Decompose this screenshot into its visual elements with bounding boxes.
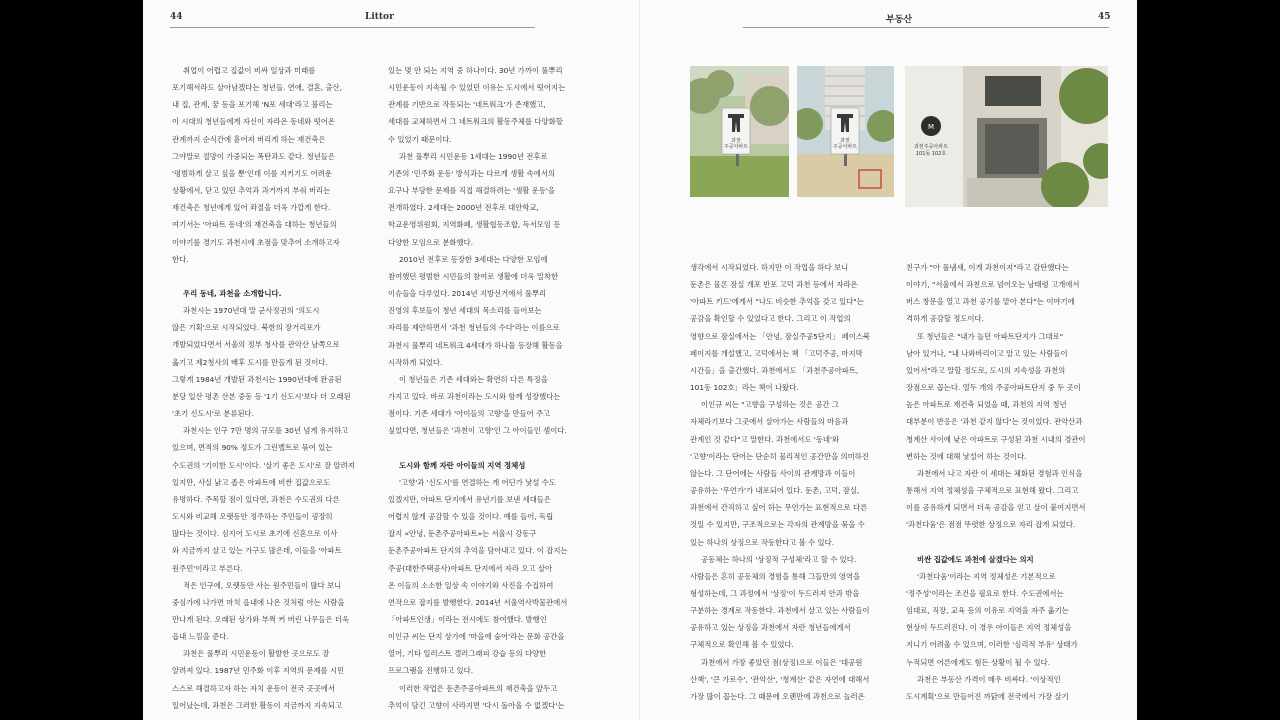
body-text-line: 과천시 풀뿌리 네트워크 4세대가 하나둘 등장해 활동을 xyxy=(388,340,563,350)
body-text-line: 이 청년들은 기존 세대와는 확연히 다른 특징을 xyxy=(399,374,548,384)
body-text-line: 기존의 '민주화 운동' 방식과는 다르게 생활 속에서의 xyxy=(388,168,556,178)
body-text-line: 또 청년들은 "내가 놀던 아파트단지가 그대로" xyxy=(917,331,1064,341)
body-text-line: 과천은 부동산 가격이 매우 비싸다. '이상적인 xyxy=(917,674,1061,684)
body-text-line: 산책', '큰 가로수', '관악산', '청계산' 같은 자연에 대해서 xyxy=(690,674,870,684)
body-text-line: 시민운동이 지속될 수 있었던 이유는 도시에서 떳어지는 xyxy=(388,83,566,93)
right-page-number: 45 xyxy=(1098,12,1111,22)
body-text-line: 공유하고 있는 상징을 과천에서 자란 청년들에게서 xyxy=(690,623,851,633)
body-text-line: 변하는 것에 대해 낯설어 하는 것이다. xyxy=(906,451,1027,461)
body-text-line: 남아 있거나, "내 나와바리이고 알고 있는 사람들이 xyxy=(906,348,1068,358)
body-text-line: 유명하다. 주목할 점이 있다면, 과천은 수도권의 다른 xyxy=(172,494,340,504)
body-text-line: '과천다움'이라는 지역 정체성은 기본적으로 xyxy=(917,571,1056,581)
sign-text: 101동 102호 xyxy=(915,151,947,157)
body-text-line: 이인규 씨는 "고향을 구성하는 것은 공간 그 xyxy=(701,400,839,410)
body-text-line: 많다는 것이다. 심지어 도시로 초기에 신혼으로 이사 xyxy=(172,529,338,539)
body-text-line: 않은 기획'으로 시작되었다. 북한의 장거리포가 xyxy=(172,323,321,333)
body-text-line: 온 이들의 소소한 일상 속 이야기와 사진을 수집하여 xyxy=(388,580,554,590)
body-text-line: 도시계획'으로 만들어진 까닭에 전국에서 가장 살기 xyxy=(906,691,1069,701)
body-text-line: 관계를 기반으로 작동되는 '네트워크'가 존재했고, xyxy=(388,100,546,110)
body-text-line: 추억이 담긴 고향이 사라지면 '다시 돌아올 수 없겠다'는 xyxy=(388,700,565,710)
body-text-line: 세대를 교체하면서 그 네트워크의 활동주체를 다양화할 xyxy=(388,117,563,127)
body-text-line: '고향'이라는 단어는 단순히 물리적인 공간만을 의미하진 xyxy=(690,451,869,461)
body-text-line: 과천에서 간직하고 싶어 하는 무언가는 표현적으로 다른 xyxy=(690,503,868,513)
body-text-line: 현상이 두드러진다. 이 경우 아이들은 지역 정체성을 xyxy=(906,623,1072,633)
body-text-line: 열어, 기타 일러스트 갤러그래피 강습 등의 다양한 xyxy=(388,649,547,659)
body-text-line: 만나게 된다. 오래된 상가와 부쩍 커 버린 나무들은 더욱 xyxy=(172,614,350,624)
body-text-line: 수도권의 '기이한 도시'이다. '살기 좋은 도시'로 잘 알려져 xyxy=(172,460,355,470)
body-text-line: 요구나 부당한 문제를 직접 해결하려는 '생활 운동'을 xyxy=(388,186,556,196)
body-text-line: 과천에서 가장 좋았던 점(상징)으로 이들은 '대공원 xyxy=(701,657,863,667)
body-text-line: 누적되면 어른에게도 힘든 상황이 될 수 있다. xyxy=(906,657,1051,667)
body-text-line: 잡지 «안녕, 둔촌주공아파트»는 서울시 강동구 xyxy=(388,529,537,539)
body-text-line: 생각에서 시작되었다. 하지만 이 작업을 하다 보니 xyxy=(690,263,849,272)
body-text-line: 주공(대한주택공사)아파트 단지에서 자라 오고 살아 xyxy=(388,563,553,573)
body-text-line: 어렵지 않게 공감할 수 있을 것이다. 예를 들어, 독립 xyxy=(388,512,554,522)
body-text-line: 개발되었다면서 서울의 정부 청사를 관악산 남쪽으로 xyxy=(172,340,340,350)
body-text-line: 격하게 공감할 정도이다. xyxy=(906,314,984,324)
body-text-line: 「아파트인생」이라는 전시에도 참여했다. 발행인 xyxy=(388,614,547,624)
body-text-line: '과천다움'은 점점 뚜렷한 상징으로 자리 잡게 되었다. xyxy=(906,520,1076,530)
body-text-line: 옮기고 제2청사의 배후 도시를 만들게 된 것이다. xyxy=(172,357,328,367)
body-text-line: 상황에서, 닫고 있던 추억과 과거까지 부숴 버리는 xyxy=(172,186,331,196)
section-heading: 도시와 함께 자란 아이들의 지역 정체성 xyxy=(399,460,526,470)
sign-text: 과천 xyxy=(731,138,741,144)
body-text-line: 이러한 작업은 둔촌주공아파트의 재건축을 앞두고 xyxy=(399,683,558,693)
body-text-line: 참여했던 평범한 시민들의 참여로 생활에 더욱 밀착한 xyxy=(388,271,559,281)
body-text-line: 일어났는데, 과천은 그러한 활동이 지금까지 지속되고 xyxy=(172,700,343,710)
body-text-line: 알려져 있다. 1987년 민주화 이후 지역의 문제를 시민 xyxy=(172,666,345,676)
sign-text: 주공아파트 xyxy=(723,144,749,150)
body-text-line: 자체라기보다 그곳에서 살아가는 사람들의 마음과 xyxy=(690,417,849,427)
body-text-line: 이 시대의 청년들에게 자신이 자라온 동네와 떳어온 xyxy=(172,117,335,127)
body-text-line: 연작으로 잡지를 발행한다. 2014년 서울역사박물관에서 xyxy=(388,597,568,607)
body-text-line: 가장 많이 꼽는다. 그 때문에 오랜만에 과천으로 놀러온 xyxy=(690,691,865,701)
body-text-line: 다양한 모임으로 분화했다. xyxy=(388,237,474,247)
body-text-line: 공유하는 '무언가'가 내포되어 있다. 둔촌, 고덕, 잠실, xyxy=(690,486,860,496)
magazine-title: Littor xyxy=(365,12,394,22)
text-column-3 xyxy=(690,259,870,705)
body-text-line: 2010년 전후로 등장한 3세대는 다양한 모임에 xyxy=(399,254,548,264)
body-text-line: 가지고 있다. 바로 과천이라는 도시와 함께 성장했다는 xyxy=(388,391,561,401)
text-column-2 xyxy=(388,62,568,714)
body-text-line: 형성하는데, 그 과정에서 '상징'이 두드러져 안과 밖을 xyxy=(690,588,860,598)
body-text-line: 과천에서 나고 자란 이 세대는 체화된 경험과 인식을 xyxy=(917,468,1083,478)
body-text-line: 학교운영위원회, 지역화폐, 생활협동조합, 독서모임 등 xyxy=(388,220,561,230)
body-text-line: 대부분이 반응은 '과천 같지 않다'는 것이었다. 관악산과 xyxy=(906,417,1083,427)
body-text-line: 있어서"라고 말할 정도로, 도시의 지속성을 과천의 xyxy=(906,365,1066,375)
right-header-rule xyxy=(743,27,1109,28)
body-text-line: 원주민'이라고 부른다. xyxy=(172,563,243,573)
body-text-line: 읍내 느낌을 준다. xyxy=(172,632,229,642)
body-text-line: 점이다. 기존 세대가 '아이들의 고향'을 만들어 주고 xyxy=(388,409,551,419)
paragraph-gap xyxy=(906,534,1086,551)
photo-apartment-sign-1 xyxy=(690,66,789,197)
body-text-line: 한다. xyxy=(172,254,189,264)
body-text-line: '아파트 키드'에게서 "나도 비슷한 추억을 갖고 있다"는 xyxy=(690,297,864,307)
body-text-line: 과천시는 인구 7만 명의 규모를 30년 넘게 유지하고 xyxy=(183,426,349,436)
left-header-rule xyxy=(170,27,535,28)
body-text-line: 공감을 확인할 수 있었다고 한다. 그리고 이 작업의 xyxy=(690,314,851,324)
body-text-line: 사람들은 흔히 공동체의 경험을 통해 그들만의 영역을 xyxy=(690,571,861,581)
paragraph-gap xyxy=(388,439,568,456)
sign-text: 주공아파트 xyxy=(832,144,858,150)
section-heading: 우리 동네, 과천을 소개합니다. xyxy=(183,289,282,299)
body-text-line: 그야말로 절망이 가중되는 폭탄과도 같다. 청년들은 xyxy=(172,151,335,161)
body-text-line: 있는 하나의 상징으로 작동한다고 볼 수 있다. xyxy=(690,537,835,547)
body-text-line: 과천 풀뿌리 시민운동 1세대는 1990년 전후로 xyxy=(399,151,548,161)
body-text-line: 적은 인구에, 오랫동안 사는 원주민들이 많다 보니 xyxy=(183,580,342,590)
body-text-line: 있지만, 사실 낡고 좁은 아파트에 비싼 집값으로도 xyxy=(172,477,331,487)
body-text-line: 이야기를 경기도 과천시에 초점을 맞추어 소개하고자 xyxy=(172,237,340,247)
body-text-line: 포기해서라도 살아남겠다는 청년들. 연애, 결혼, 출산, xyxy=(172,83,342,93)
body-text-line: 와 지금까지 살고 있는 가구도 많은데, 이들을 '아파트 xyxy=(172,546,342,556)
body-text-line: 취업이 어렵고 집값이 비싸 일상과 미래를 xyxy=(183,66,316,75)
body-text-line: '정주성'이라는 조건을 필요로 한다. 수도권에서는 xyxy=(906,588,1064,598)
body-text-line: 101동 102호」라는 책이 나왔다. xyxy=(690,383,799,393)
body-text-line: '초기 신도시'로 분류된다. xyxy=(172,409,254,419)
body-text-line: 과천은 풀뿌리 시민운동이 활발한 곳으로도 잘 xyxy=(183,649,330,659)
body-text-line: 지니기 어려울 수 있으며, 이러한 '심리적 부유' 상태가 xyxy=(906,640,1078,650)
body-text-line: 관계인 것 같다"고 말한다. 과천에서도 '동네'와 xyxy=(690,434,840,444)
body-text-line: 있겠지만, 아파트 단지에서 유년기를 보낸 세대들은 xyxy=(388,494,551,504)
body-text-line: 버스 창문을 열고 과천 공기를 맡아 본다"는 이야기에 xyxy=(906,297,1075,307)
sign-text: 과천 xyxy=(840,138,850,144)
body-text-line: 프로그램을 진행하고 있다. xyxy=(388,666,474,676)
body-text-line: 공동체는 하나의 '상징적 구성체'라고 할 수 있다. xyxy=(701,554,857,564)
body-text-line: 있는 몇 안 되는 지역 중 하나이다. 30년 가까이 풀뿌리 xyxy=(388,66,563,75)
body-text-line: 전개하였다. 2세대는 2000년 전후로 대안학교, xyxy=(388,203,539,213)
svg-text:M: M xyxy=(927,123,935,131)
body-text-line: 페이지를 개설했고, 고덕에서는 책 「고덕주공, 마지막 xyxy=(690,348,863,358)
body-text-line: 있으며, 면적의 90% 정도가 그린벨트로 묶여 있는 xyxy=(172,443,333,453)
body-text-line: 높은 아파트로 재건축 되었을 때, 과천의 지역 청년 xyxy=(906,400,1067,410)
body-text-line: 시작하게 되었다. xyxy=(388,357,443,367)
text-column-4 xyxy=(906,259,1086,705)
body-text-line: 것일 수 있지만, 구조적으로는 각자의 관계망을 묶을 수 xyxy=(690,520,865,530)
body-text-line: 시간들」을 출간했다. 과천에서도 「과천주공아파트, xyxy=(690,365,859,375)
body-text-line: 둔촌주공아파트 단지의 추억을 담아내고 있다. 이 잡지는 xyxy=(388,546,568,556)
photo-apartment-sign-2 xyxy=(797,66,894,197)
body-text-line: 구분하는 경계로 작동한다. 과천에서 살고 있는 사람들이 xyxy=(690,606,870,616)
body-text-line: 장점으로 꼽는다. 열두 개의 주공아파트단지 중 두 곳이 xyxy=(906,383,1081,393)
body-text-line: 이인규 씨는 단지 상가에 '마을에 숨어'라는 문화 공간을 xyxy=(388,632,565,642)
body-text-line: 구체적으로 확인해 볼 수 있었다. xyxy=(690,640,794,650)
body-text-line: 싶었다면, 청년들은 '과천이 고향'인 그 아이들인 셈이다. xyxy=(388,426,567,436)
body-text-line: 않는다. 그 단어에는 사람들 사이의 관계망과 이들이 xyxy=(690,468,856,478)
section-title: 부동산 xyxy=(886,15,913,25)
body-text-line: 이야기, "서울에서 과천으로 넘어오는 남태령 고개에서 xyxy=(906,280,1080,290)
paragraph-gap xyxy=(172,268,355,285)
body-text-line: 관계까지 순식간에 흩어져 버리게 하는 재건축은 xyxy=(172,134,326,144)
body-text-line: 임대료, 직장, 교육 등의 이유로 지역을 자주 옮기는 xyxy=(906,606,1069,616)
body-text-line: 중심가에 나가면 마치 읍내에 나온 것처럼 아는 사람을 xyxy=(172,597,345,607)
body-text-line: 이슈들을 다루었다. 2014년 지방선거에서 풀뿌리 xyxy=(388,289,547,299)
body-text-line: 과천시는 1970년대 말 군사정권의 '의도시 xyxy=(183,306,320,316)
body-text-line: 여기서는 '아파트 동네'의 재건축을 대하는 청년들의 xyxy=(172,220,337,230)
sign-text: 과천주공아파트 xyxy=(914,144,948,150)
body-text-line: 분당 일산 평촌 산본 중동 등 '1기 신도시'보다 더 오래된 xyxy=(172,391,351,401)
magazine-spread xyxy=(143,0,1137,720)
body-text-line: 이를 공유하게 되면서 더욱 공감을 얻고 살이 붙여지면서 xyxy=(906,503,1086,513)
body-text-line: 재건축은 청년에게 있어 좌절을 더욱 가깝게 한다. xyxy=(172,203,331,213)
page-gutter xyxy=(639,0,640,720)
body-text-line: 영향으로 잠실에서는 「안녕, 잠실주공5단지」 페이스북 xyxy=(690,331,871,341)
body-text-line: 친구가 "아 풀냄새, 이게 과천이지"라고 감탄했다는 xyxy=(906,263,1069,272)
body-text-line: 진영의 후보들이 청년 세대의 목소리를 들어보는 xyxy=(388,306,542,316)
body-text-line: 통해서 지역 정체성을 구체적으로 표현해 왔다. 그리고 xyxy=(906,486,1079,496)
body-text-line: 수 있었기 때문이다. xyxy=(388,134,452,144)
section-heading: 비싼 집값에도 과천에 살겠다는 의지 xyxy=(917,554,1034,564)
text-column-1 xyxy=(172,62,355,714)
photo-apartment-entrance xyxy=(905,66,1108,207)
body-text-line: '평범하게 살고 싶을 뿐'인데 이를 지키기도 어려운 xyxy=(172,168,332,178)
body-text-line: 스스로 해결하고자 하는 자치 운동이 전국 곳곳에서 xyxy=(172,683,335,693)
body-text-line: 도시와 비교해 오랫동안 정주하는 주민들이 굉장히 xyxy=(172,512,333,522)
body-text-line: 내 집, 관계, 꿈 등을 포기해 'N포 세대'라고 불리는 xyxy=(172,100,333,110)
body-text-line: 자리를 제안하면서 '과천 청년들의 수다'라는 이름으로 xyxy=(388,323,560,333)
body-text-line: 그렇게 1984년 개발된 과천시는 1990년대에 완공된 xyxy=(172,374,342,384)
body-text-line: 청계산 사이에 낮은 아파트로 구성된 과천 시내의 경관이 xyxy=(906,434,1086,444)
body-text-line: 둔촌은 물론 잠실 개포 반포 고덕 과천 등에서 자라온 xyxy=(690,280,858,290)
body-text-line: '고향'과 '신도시'를 연결하는 게 어딘가 낯설 수도 xyxy=(399,477,556,487)
left-page-number: 44 xyxy=(170,12,183,22)
